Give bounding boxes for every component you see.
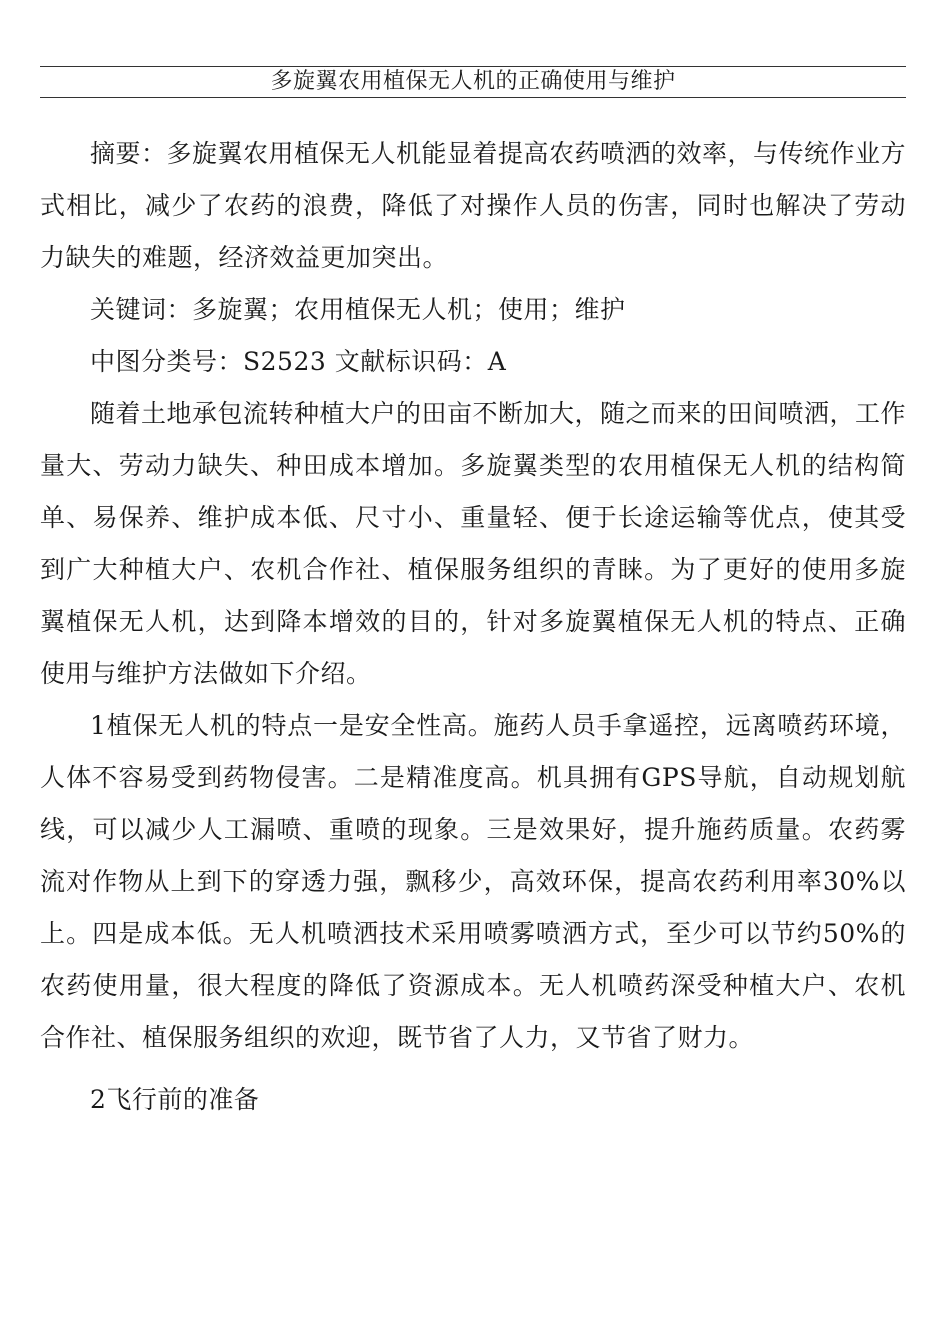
abstract-paragraph: 摘要：多旋翼农用植保无人机能显着提高农药喷洒的效率，与传统作业方式相比，减少了农药的浪费，降低了对操作人员的伤害，同时也解决了劳动力缺失的难题，经济效益更加突出。: [40, 139, 907, 272]
keywords-paragraph: 关键词：多旋翼；农用植保无人机；使用；维护: [90, 295, 626, 324]
document-title: 多旋翼农用植保无人机的正确使用与维护: [270, 69, 676, 94]
section-1-paragraph: 1植保无人机的特点一是安全性高。施药人员手拿遥控，远离喷药环境，人体不容易受到药物侵害。二是精准度高。机具拥有GPS导航，自动规划航线，可以减少人工漏喷、重喷的现象。三是效果好，提升施药质量。农药雾流对作物从上到下的穿透力强，飘移少，高效环保，提高农药利用率30%以上。四是成本低。无人机喷洒技术采用喷雾喷洒方式，至少可以节约50%的农药使用量，很大程度的降低了资源成本。无人机喷药深受种植大户、农机合作社、植保服务组织的欢迎，既节省了人力，又节省了财力。: [40, 711, 906, 1052]
title-header: [40, 66, 906, 98]
document-body: [40, 128, 906, 1126]
classification-paragraph: 中图分类号：S2523 文献标识码：A: [90, 347, 507, 376]
section-2-heading: 2飞行前的准备: [90, 1085, 260, 1114]
intro-paragraph: 随着土地承包流转种植大户的田亩不断加大，随之而来的田间喷洒，工作量大、劳动力缺失、种田成本增加。多旋翼类型的农用植保无人机的结构简单、易保养、维护成本低、尺寸小、重量轻、便于长途运输等优点，使其受到广大种植大户、农机合作社、植保服务组织的青睐。为了更好的使用多旋翼植保无人机，达到降本增效的目的，针对多旋翼植保无人机的特点、正确使用与维护方法做如下介绍。: [40, 399, 907, 688]
